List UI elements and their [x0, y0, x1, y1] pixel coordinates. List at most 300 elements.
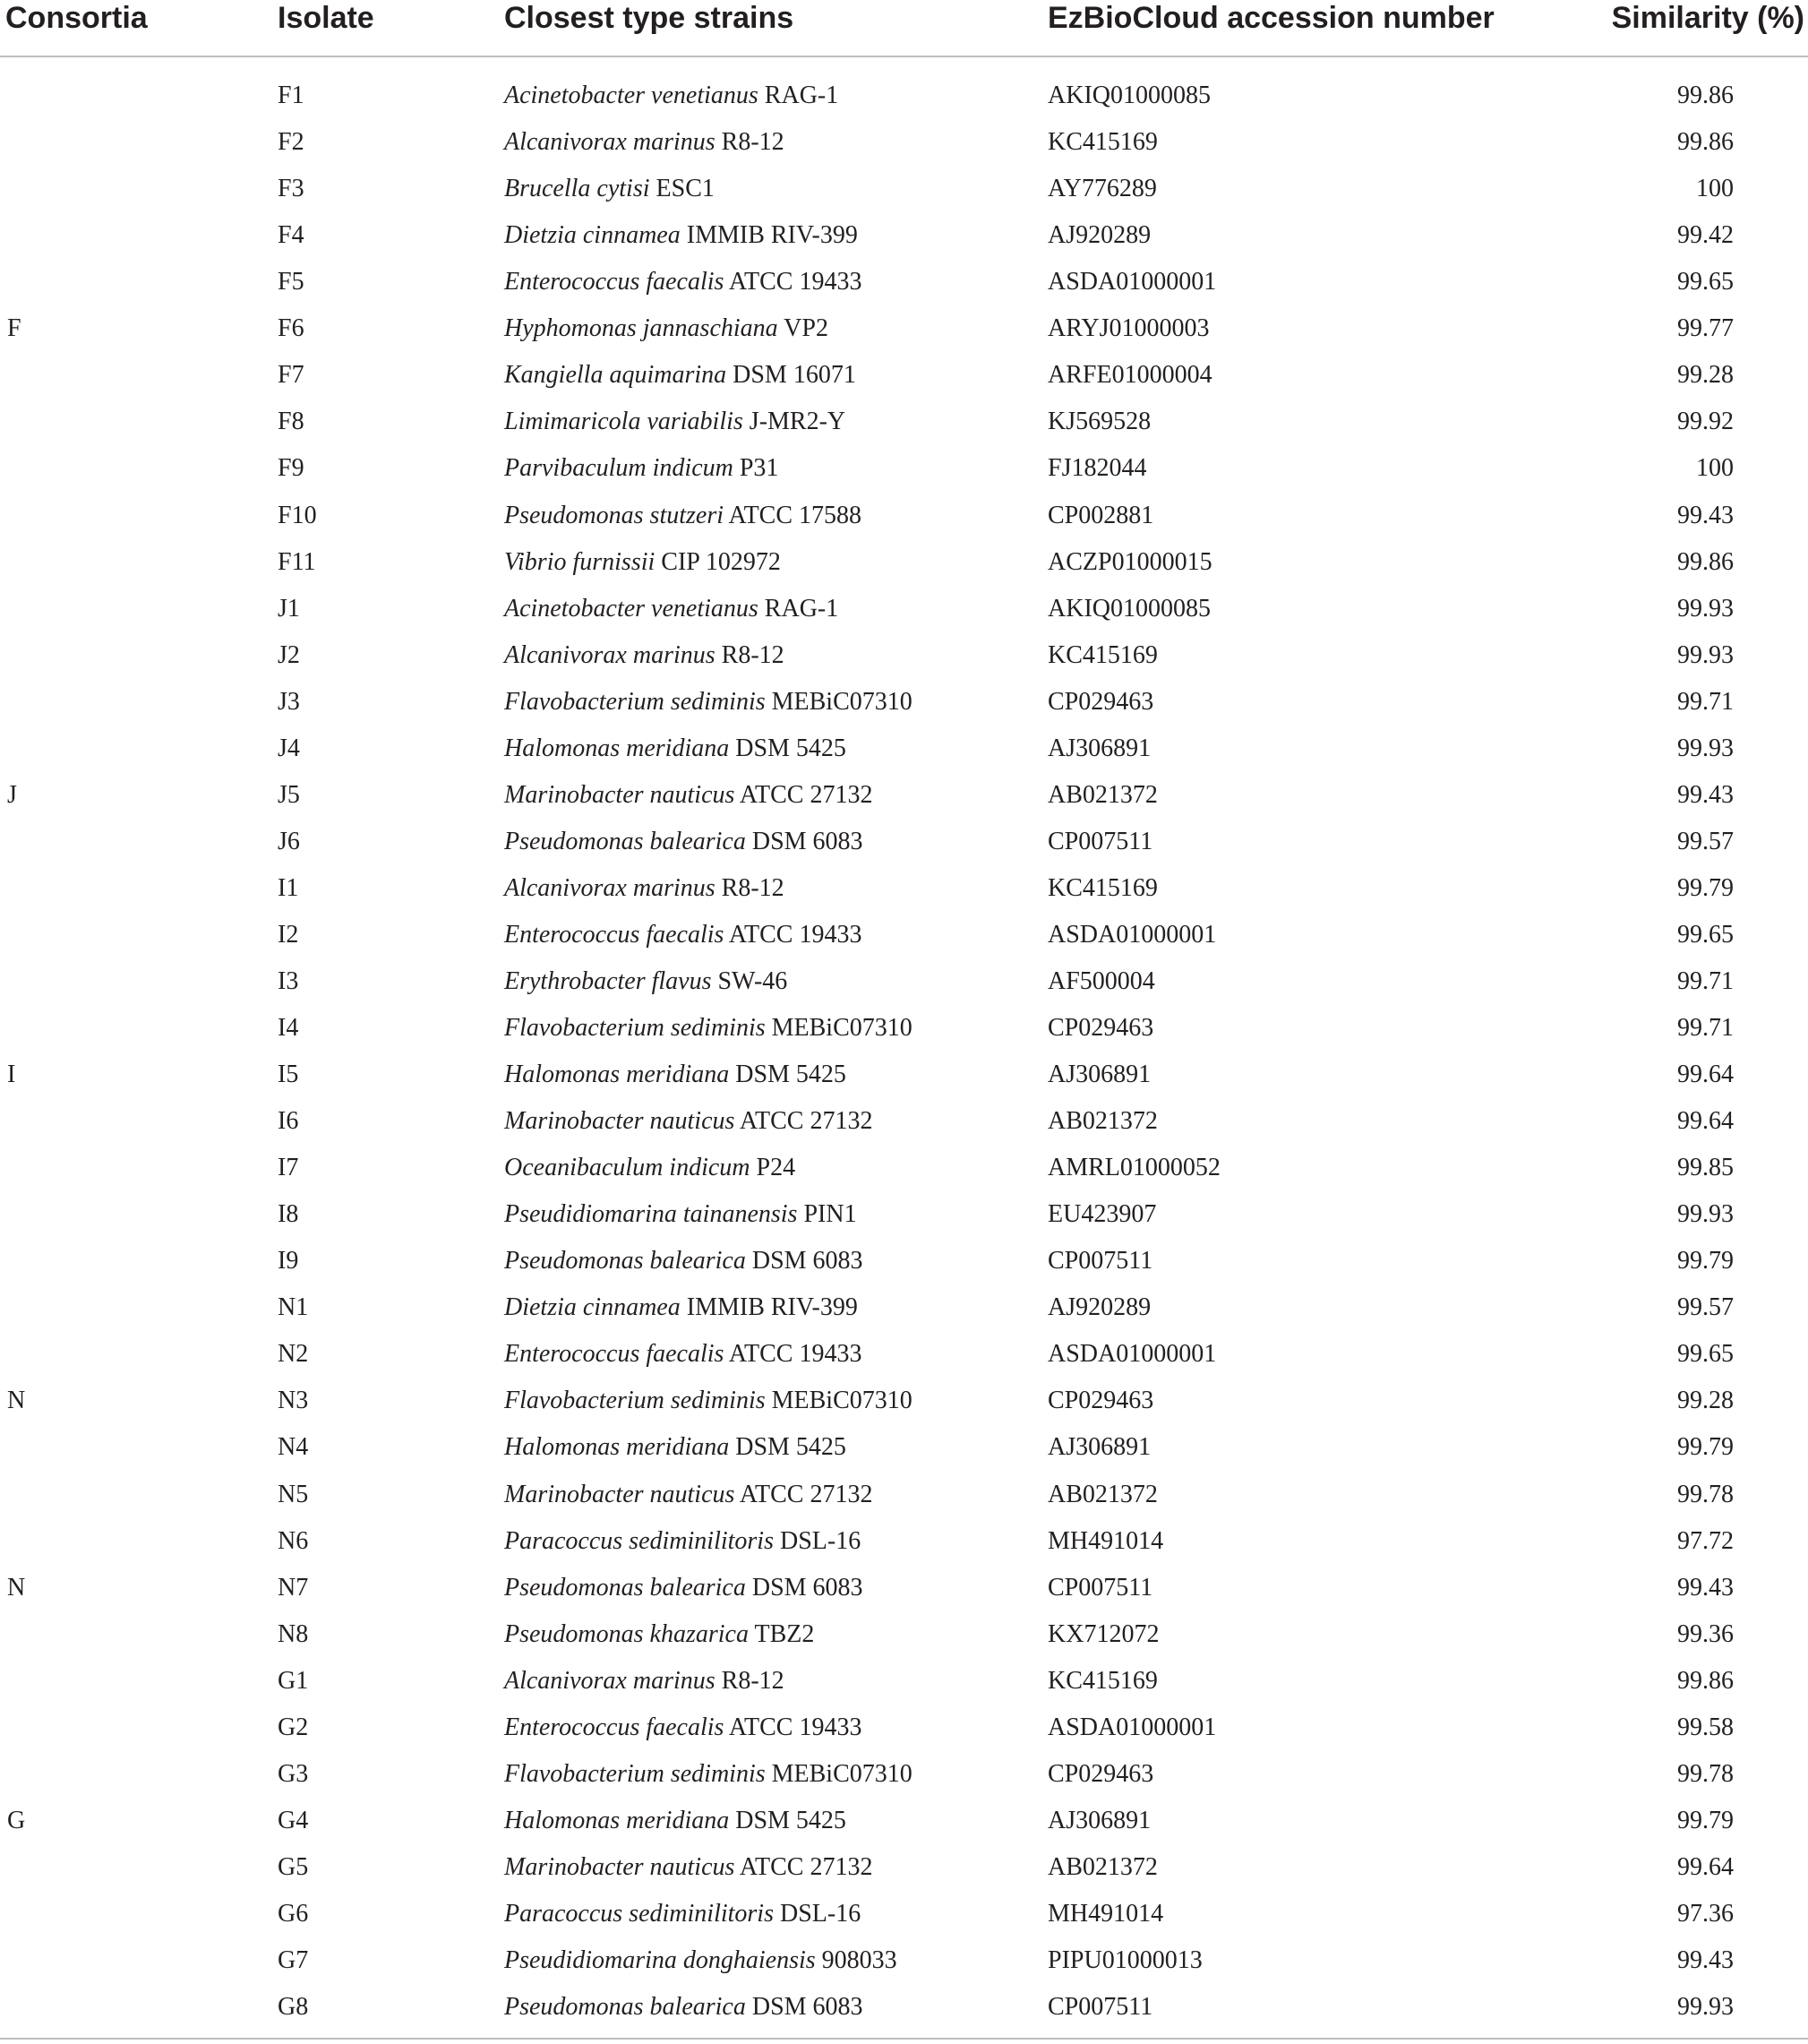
- species-name: Alcanivorax marinus: [504, 128, 715, 157]
- cell-isolate: F8: [278, 408, 304, 436]
- cell-similarity: 99.43: [1677, 1946, 1734, 1974]
- cell-similarity: 99.93: [1677, 640, 1734, 669]
- cell-isolate: J5: [278, 780, 300, 809]
- cell-accession: AB021372: [1048, 780, 1158, 809]
- cell-closest-type-strain: [504, 352, 856, 399]
- cell-similarity: 99.79: [1677, 1433, 1734, 1462]
- strain-designation: ESC1: [649, 175, 715, 203]
- cell-similarity: 99.79: [1677, 1806, 1734, 1834]
- table-row: [0, 352, 1808, 399]
- cell-accession: CP029463: [1048, 1759, 1154, 1788]
- strain-designation: ATCC 19433: [724, 268, 862, 296]
- strain-designation: R8-12: [715, 128, 784, 157]
- cell-closest-type-strain: [504, 632, 784, 679]
- cell-isolate: G1: [278, 1666, 309, 1695]
- species-name: Acinetobacter venetianus: [504, 82, 758, 109]
- strain-designation: MEBiC07310: [765, 1387, 913, 1415]
- cell-similarity: 99.86: [1677, 128, 1734, 157]
- strain-designation: RAG-1: [758, 82, 839, 109]
- cell-closest-type-strain: [504, 1705, 861, 1751]
- cell-closest-type-strain: [504, 119, 784, 166]
- strain-designation: IMMIB RIV-399: [680, 1293, 858, 1322]
- cell-similarity: 99.71: [1677, 687, 1734, 716]
- species-name: Erythrobacter flavus: [504, 966, 712, 995]
- cell-isolate: N3: [278, 1387, 309, 1415]
- strain-designation: 908033: [815, 1946, 897, 1974]
- cell-closest-type-strain: [504, 679, 913, 726]
- cell-consortia: J: [7, 780, 17, 809]
- species-name: Kangiella aquimarina: [504, 361, 727, 390]
- table-row: [0, 1005, 1808, 1052]
- table-row: [0, 1611, 1808, 1658]
- cell-isolate: N2: [278, 1340, 309, 1369]
- table-row: [0, 399, 1808, 445]
- cell-accession: CP007511: [1048, 1993, 1153, 2021]
- species-name: Enterococcus faecalis: [504, 1713, 724, 1741]
- cell-accession: KC415169: [1048, 128, 1158, 157]
- cell-isolate: F3: [278, 175, 304, 203]
- cell-accession: AJ306891: [1048, 1061, 1152, 1088]
- cell-accession: AB021372: [1048, 1480, 1158, 1508]
- strain-designation: ATCC 19433: [724, 1713, 862, 1741]
- table-row: [0, 1472, 1808, 1518]
- cell-accession: AJ306891: [1048, 1433, 1152, 1462]
- cell-accession: KC415169: [1048, 1666, 1158, 1695]
- strain-designation: DSM 5425: [729, 1806, 846, 1834]
- table-row: [0, 119, 1808, 166]
- cell-isolate: I3: [278, 966, 299, 995]
- cell-closest-type-strain: [504, 445, 778, 492]
- species-name: Oceanibaculum indicum: [504, 1154, 750, 1182]
- cell-similarity: 99.78: [1677, 1759, 1734, 1788]
- table-row: [0, 819, 1808, 865]
- cell-isolate: G4: [278, 1806, 309, 1834]
- table-row: [0, 1984, 1808, 2031]
- table-row: [0, 1191, 1808, 1238]
- cell-closest-type-strain: [504, 1331, 861, 1378]
- cell-accession: AJ920289: [1048, 1293, 1152, 1322]
- cell-similarity: 99.86: [1677, 82, 1734, 109]
- cell-similarity: 99.93: [1677, 594, 1734, 623]
- cell-closest-type-strain: [504, 399, 845, 445]
- table-row: [0, 1378, 1808, 1424]
- header-rule: [0, 56, 1808, 57]
- species-name: Halomonas meridiana: [504, 734, 730, 762]
- strain-designation: IMMIB RIV-399: [680, 221, 858, 250]
- cell-accession: AJ306891: [1048, 1806, 1152, 1834]
- table-row: [0, 539, 1808, 586]
- cell-isolate: N8: [278, 1619, 309, 1648]
- species-name: Pseudidiomarina tainanensis: [504, 1200, 798, 1229]
- cell-isolate: N7: [278, 1573, 309, 1602]
- cell-isolate: N6: [278, 1526, 309, 1555]
- species-name: Flavobacterium sediminis: [504, 687, 766, 716]
- strain-designation: R8-12: [715, 873, 784, 902]
- cell-closest-type-strain: [504, 1191, 857, 1238]
- cell-consortia: N: [7, 1573, 26, 1602]
- cell-similarity: 97.36: [1677, 1899, 1734, 1928]
- cell-closest-type-strain: [504, 1984, 863, 2031]
- cell-accession: ACZP01000015: [1048, 547, 1212, 576]
- cell-similarity: 99.77: [1677, 314, 1734, 343]
- strain-designation: ATCC 19433: [724, 1340, 862, 1369]
- cell-similarity: 99.93: [1677, 1993, 1734, 2021]
- strain-designation: RAG-1: [758, 594, 839, 623]
- table-row: [0, 1145, 1808, 1191]
- cell-accession: AKIQ01000085: [1048, 82, 1211, 109]
- cell-isolate: I4: [278, 1014, 299, 1042]
- strain-designation: R8-12: [715, 1666, 784, 1695]
- cell-closest-type-strain: [504, 539, 781, 586]
- species-name: Alcanivorax marinus: [504, 873, 715, 902]
- cell-isolate: F10: [278, 501, 317, 529]
- strain-designation: DSM 5425: [729, 734, 846, 762]
- cell-isolate: F9: [278, 454, 304, 483]
- cell-accession: AJ920289: [1048, 221, 1152, 250]
- cell-consortia: I: [7, 1061, 16, 1088]
- cell-isolate: I7: [278, 1154, 299, 1182]
- species-name: Pseudidiomarina donghaiensis: [504, 1946, 816, 1974]
- cell-similarity: 99.43: [1677, 501, 1734, 529]
- strain-designation: ATCC 17588: [724, 501, 862, 529]
- cell-accession: CP007511: [1048, 827, 1153, 855]
- cell-isolate: F7: [278, 361, 304, 390]
- species-name: Enterococcus faecalis: [504, 1340, 724, 1369]
- strain-designation: ATCC 19433: [724, 920, 862, 949]
- cell-closest-type-strain: [504, 1565, 863, 1611]
- cell-similarity: 99.92: [1677, 408, 1734, 436]
- strain-designation: DSM 16071: [726, 361, 856, 390]
- cell-similarity: 99.64: [1677, 1061, 1734, 1088]
- table-row: [0, 212, 1808, 259]
- strain-designation: P31: [733, 454, 779, 483]
- cell-similarity: 99.86: [1677, 547, 1734, 576]
- table-row: [0, 493, 1808, 539]
- cell-isolate: I8: [278, 1200, 299, 1229]
- cell-isolate: G8: [278, 1993, 309, 2021]
- cell-similarity: 99.78: [1677, 1480, 1734, 1508]
- strain-designation: ATCC 27132: [734, 780, 873, 809]
- cell-accession: KC415169: [1048, 640, 1158, 669]
- cell-accession: AKIQ01000085: [1048, 594, 1211, 623]
- cell-similarity: 99.28: [1677, 361, 1734, 390]
- cell-closest-type-strain: [504, 1424, 846, 1471]
- cell-closest-type-strain: [504, 166, 715, 212]
- strain-designation: P24: [750, 1154, 796, 1182]
- cell-closest-type-strain: [504, 1844, 872, 1891]
- cell-isolate: I9: [278, 1247, 299, 1275]
- cell-accession: CP002881: [1048, 501, 1154, 529]
- cell-isolate: F4: [278, 221, 304, 250]
- cell-isolate: G7: [278, 1946, 309, 1974]
- species-name: Pseudomonas balearica: [504, 1247, 746, 1275]
- table-row: [0, 632, 1808, 679]
- cell-closest-type-strain: [504, 1937, 897, 1984]
- cell-similarity: 99.64: [1677, 1852, 1734, 1881]
- table-row: [0, 1751, 1808, 1798]
- strain-designation: MEBiC07310: [765, 687, 913, 716]
- table-row: [0, 1238, 1808, 1284]
- cell-closest-type-strain: [504, 1751, 913, 1798]
- species-name: Enterococcus faecalis: [504, 268, 724, 296]
- table-row: [0, 726, 1808, 772]
- cell-accession: PIPU01000013: [1048, 1946, 1203, 1974]
- species-name: Enterococcus faecalis: [504, 920, 724, 949]
- cell-accession: EU423907: [1048, 1200, 1157, 1229]
- cell-accession: MH491014: [1048, 1526, 1164, 1555]
- cell-similarity: 99.65: [1677, 920, 1734, 949]
- cell-closest-type-strain: [504, 212, 858, 259]
- species-name: Pseudomonas khazarica: [504, 1619, 749, 1648]
- cell-closest-type-strain: [504, 1005, 913, 1052]
- cell-closest-type-strain: [504, 73, 838, 119]
- cell-isolate: I5: [278, 1061, 299, 1088]
- table-row: [0, 1565, 1808, 1611]
- cell-closest-type-strain: [504, 958, 787, 1005]
- cell-similarity: 99.36: [1677, 1619, 1734, 1648]
- strain-designation: VP2: [777, 314, 828, 343]
- cell-isolate: G5: [278, 1852, 309, 1881]
- strain-designation: R8-12: [715, 640, 784, 669]
- cell-accession: CP029463: [1048, 687, 1154, 716]
- cell-consortia: N: [7, 1387, 26, 1415]
- table-header: [0, 0, 1808, 56]
- cell-similarity: 99.42: [1677, 221, 1734, 250]
- cell-closest-type-strain: [504, 1378, 913, 1424]
- table-row: [0, 586, 1808, 632]
- strain-designation: CIP 102972: [655, 547, 781, 576]
- species-name: Marinobacter nauticus: [504, 1480, 735, 1508]
- species-name: Limimaricola variabilis: [504, 408, 743, 436]
- strain-designation: DSM 6083: [745, 827, 863, 855]
- cell-accession: ASDA01000001: [1048, 1713, 1217, 1741]
- cell-similarity: 99.64: [1677, 1107, 1734, 1136]
- cell-isolate: G6: [278, 1899, 309, 1928]
- cell-isolate: G2: [278, 1713, 309, 1741]
- table-row: [0, 445, 1808, 492]
- cell-closest-type-strain: [504, 259, 861, 305]
- cell-accession: CP007511: [1048, 1247, 1153, 1275]
- table-row: [0, 1937, 1808, 1984]
- cell-similarity: 99.65: [1677, 1340, 1734, 1369]
- table-row: [0, 1331, 1808, 1378]
- species-name: Pseudomonas balearica: [504, 1573, 746, 1602]
- cell-accession: ARFE01000004: [1048, 361, 1212, 390]
- species-name: Marinobacter nauticus: [504, 780, 735, 809]
- cell-similarity: 100: [1696, 175, 1734, 203]
- cell-closest-type-strain: [504, 586, 838, 632]
- strain-designation: DSL-16: [773, 1526, 861, 1555]
- cell-accession: CP029463: [1048, 1014, 1154, 1042]
- cell-accession: ASDA01000001: [1048, 268, 1217, 296]
- cell-closest-type-strain: [504, 1891, 861, 1937]
- cell-consortia: G: [7, 1806, 26, 1834]
- cell-accession: CP007511: [1048, 1573, 1153, 1602]
- table-row: [0, 1284, 1808, 1331]
- table-row: [0, 958, 1808, 1005]
- species-name: Dietzia cinnamea: [504, 1293, 681, 1322]
- table-row: [0, 259, 1808, 305]
- table-row: [0, 912, 1808, 958]
- species-name: Paracoccus sediminilitoris: [504, 1899, 774, 1928]
- cell-accession: AF500004: [1048, 966, 1155, 995]
- cell-isolate: J1: [278, 594, 300, 623]
- header-consortia: Consortia: [5, 1, 148, 35]
- cell-accession: KJ569528: [1048, 408, 1152, 436]
- species-name: Halomonas meridiana: [504, 1061, 730, 1088]
- table-row: [0, 166, 1808, 212]
- strain-designation: DSM 5425: [729, 1061, 846, 1088]
- strain-designation: MEBiC07310: [765, 1014, 913, 1042]
- strain-designation: DSM 6083: [745, 1247, 863, 1275]
- cell-similarity: 99.43: [1677, 1573, 1734, 1602]
- cell-closest-type-strain: [504, 1284, 858, 1331]
- cell-closest-type-strain: [504, 819, 863, 865]
- cell-isolate: F1: [278, 82, 304, 109]
- cell-closest-type-strain: [504, 1658, 784, 1705]
- cell-closest-type-strain: [504, 1798, 846, 1844]
- cell-accession: ASDA01000001: [1048, 920, 1217, 949]
- cell-isolate: G3: [278, 1759, 309, 1788]
- cell-accession: FJ182044: [1048, 454, 1147, 483]
- cell-isolate: N4: [278, 1433, 309, 1462]
- strain-designation: TBZ2: [748, 1619, 815, 1648]
- species-name: Halomonas meridiana: [504, 1433, 730, 1462]
- species-name: Alcanivorax marinus: [504, 640, 715, 669]
- species-name: Flavobacterium sediminis: [504, 1014, 766, 1042]
- species-name: Flavobacterium sediminis: [504, 1387, 766, 1415]
- species-name: Marinobacter nauticus: [504, 1107, 735, 1136]
- cell-similarity: 99.93: [1677, 734, 1734, 762]
- cell-isolate: J3: [278, 687, 300, 716]
- cell-closest-type-strain: [504, 726, 846, 772]
- species-name: Brucella cytisi: [504, 175, 650, 203]
- header-similarity: Similarity (%): [1611, 1, 1804, 35]
- cell-similarity: 99.79: [1677, 1247, 1734, 1275]
- cell-accession: ARYJ01000003: [1048, 314, 1210, 343]
- cell-isolate: N5: [278, 1480, 309, 1508]
- cell-accession: AY776289: [1048, 175, 1157, 203]
- cell-closest-type-strain: [504, 1238, 863, 1284]
- species-name: Acinetobacter venetianus: [504, 594, 758, 623]
- cell-accession: CP029463: [1048, 1387, 1154, 1415]
- cell-closest-type-strain: [504, 1472, 872, 1518]
- cell-accession: KC415169: [1048, 873, 1158, 902]
- strain-designation: J-MR2-Y: [742, 408, 846, 436]
- species-name: Parvibaculum indicum: [504, 454, 733, 483]
- cell-similarity: 99.57: [1677, 827, 1734, 855]
- cell-isolate: I6: [278, 1107, 299, 1136]
- table-row: [0, 1098, 1808, 1145]
- cell-isolate: J4: [278, 734, 300, 762]
- strain-designation: SW-46: [711, 966, 788, 995]
- strain-designation: MEBiC07310: [765, 1759, 913, 1788]
- cell-similarity: 99.58: [1677, 1713, 1734, 1741]
- cell-isolate: F6: [278, 314, 304, 343]
- cell-similarity: 99.86: [1677, 1666, 1734, 1695]
- cell-similarity: 99.57: [1677, 1293, 1734, 1322]
- table-row: [0, 1052, 1808, 1098]
- cell-isolate: F11: [278, 547, 316, 576]
- cell-isolate: F2: [278, 128, 304, 157]
- cell-isolate: J2: [278, 640, 300, 669]
- cell-closest-type-strain: [504, 912, 861, 958]
- cell-closest-type-strain: [504, 493, 861, 539]
- species-name: Halomonas meridiana: [504, 1806, 730, 1834]
- header-isolate: Isolate: [278, 1, 374, 35]
- cell-accession: AB021372: [1048, 1852, 1158, 1881]
- strain-designation: ATCC 27132: [734, 1107, 873, 1136]
- cell-isolate: N1: [278, 1293, 309, 1322]
- cell-similarity: 99.71: [1677, 966, 1734, 995]
- cell-isolate: I1: [278, 873, 299, 902]
- species-name: Dietzia cinnamea: [504, 221, 681, 250]
- cell-accession: AB021372: [1048, 1107, 1158, 1136]
- cell-isolate: F5: [278, 268, 304, 296]
- cell-consortia: F: [7, 314, 21, 343]
- species-name: Paracoccus sediminilitoris: [504, 1526, 774, 1555]
- cell-closest-type-strain: [504, 1098, 872, 1145]
- cell-similarity: 99.65: [1677, 268, 1734, 296]
- strain-designation: ATCC 27132: [734, 1480, 873, 1508]
- cell-accession: AJ306891: [1048, 734, 1152, 762]
- strain-designation: DSL-16: [773, 1899, 861, 1928]
- strain-designation: DSM 6083: [745, 1993, 863, 2021]
- cell-closest-type-strain: [504, 865, 784, 912]
- cell-accession: AMRL01000052: [1048, 1154, 1221, 1182]
- cell-similarity: 99.28: [1677, 1387, 1734, 1415]
- cell-similarity: 99.79: [1677, 873, 1734, 902]
- cell-closest-type-strain: [504, 1145, 795, 1191]
- table-row: [0, 1705, 1808, 1751]
- species-name: Vibrio furnissii: [504, 547, 656, 576]
- cell-closest-type-strain: [504, 1052, 846, 1098]
- species-name: Pseudomonas balearica: [504, 827, 746, 855]
- cell-accession: KX712072: [1048, 1619, 1160, 1648]
- table-row: [0, 1658, 1808, 1705]
- cell-similarity: 99.71: [1677, 1014, 1734, 1042]
- cell-closest-type-strain: [504, 305, 828, 352]
- table-row: [0, 1891, 1808, 1937]
- header-accession: EzBioCloud accession number: [1048, 1, 1495, 35]
- cell-similarity: 99.93: [1677, 1200, 1734, 1229]
- table-row: [0, 1798, 1808, 1844]
- table-row: [0, 1424, 1808, 1471]
- species-name: Hyphomonas jannaschiana: [504, 314, 778, 343]
- strain-designation: PIN1: [797, 1200, 857, 1229]
- cell-closest-type-strain: [504, 772, 872, 819]
- strain-designation: DSM 5425: [729, 1433, 846, 1462]
- species-name: Pseudomonas stutzeri: [504, 501, 724, 529]
- table-row: [0, 305, 1808, 352]
- cell-similarity: 99.43: [1677, 780, 1734, 809]
- cell-closest-type-strain: [504, 1611, 814, 1658]
- cell-closest-type-strain: [504, 1518, 861, 1565]
- table-row: [0, 1844, 1808, 1891]
- strain-designation: ATCC 27132: [734, 1852, 873, 1881]
- bottom-rule: [0, 2038, 1808, 2040]
- table-row: [0, 865, 1808, 912]
- cell-isolate: J6: [278, 827, 300, 855]
- cell-similarity: 100: [1696, 454, 1734, 483]
- cell-accession: ASDA01000001: [1048, 1340, 1217, 1369]
- cell-accession: MH491014: [1048, 1899, 1164, 1928]
- species-name: Marinobacter nauticus: [504, 1852, 735, 1881]
- cell-similarity: 99.85: [1677, 1154, 1734, 1182]
- species-name: Flavobacterium sediminis: [504, 1759, 766, 1788]
- species-name: Alcanivorax marinus: [504, 1666, 715, 1695]
- table-row: [0, 1518, 1808, 1565]
